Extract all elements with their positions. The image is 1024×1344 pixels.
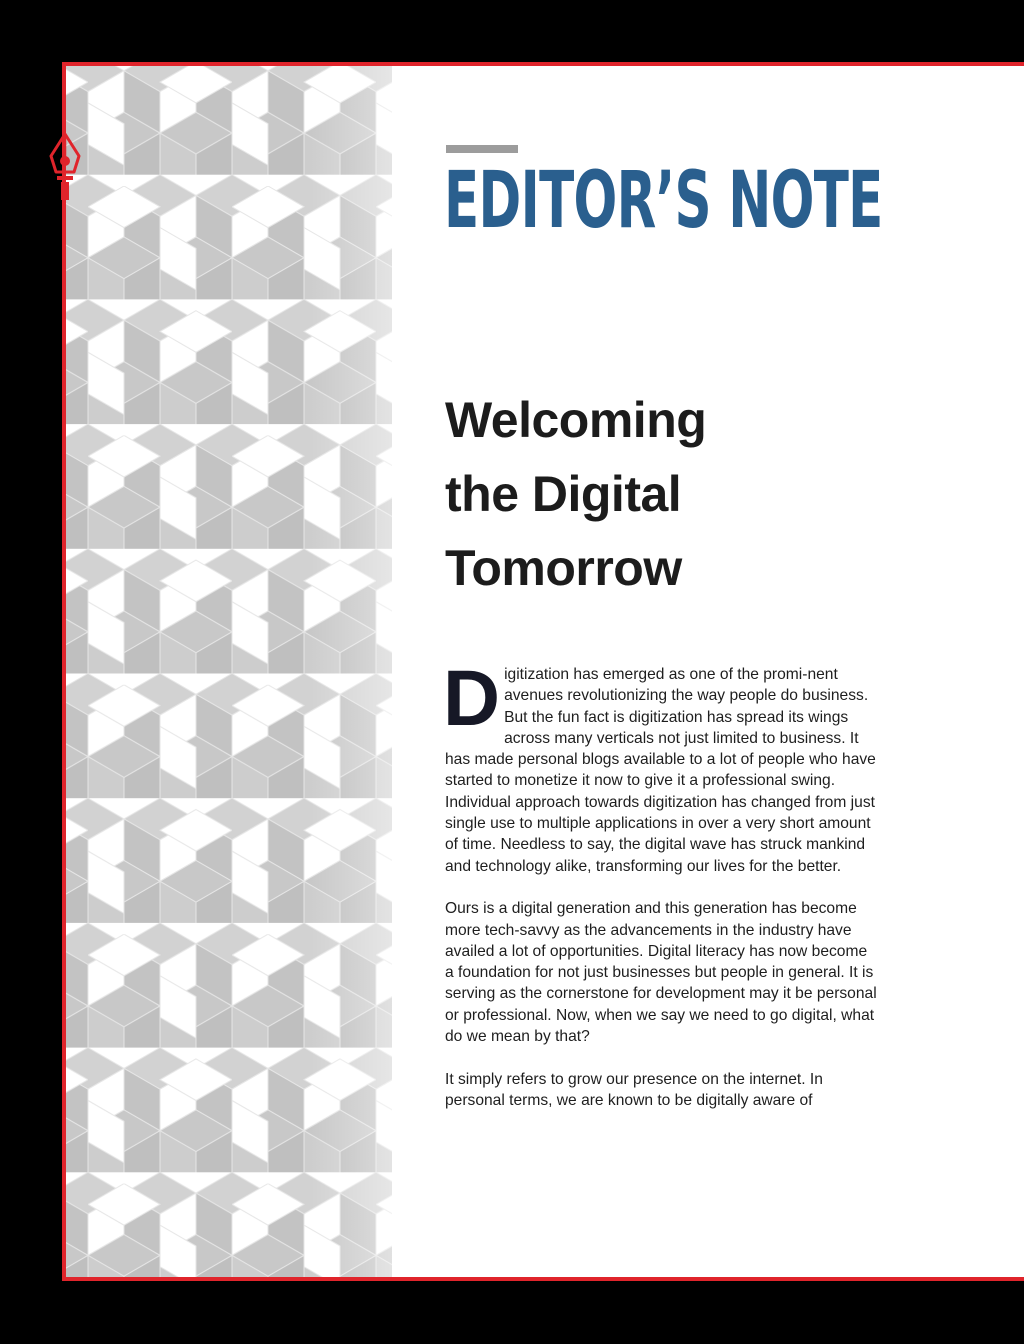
section-heading: EDITOR’S NOTE bbox=[444, 156, 883, 246]
article-title bbox=[445, 383, 885, 605]
heading-rule bbox=[446, 145, 518, 153]
paragraph-1 bbox=[443, 653, 879, 877]
paragraph-3: It simply refers to grow our presence on the internet. In personal terms, we are known to be digitally aware of bbox=[445, 1070, 823, 1109]
title-line-2: the Digital bbox=[445, 466, 682, 522]
title-line-1: Welcoming bbox=[445, 392, 707, 448]
pen-nib-icon bbox=[46, 132, 84, 206]
article-body bbox=[443, 653, 879, 1133]
drop-cap: D bbox=[443, 653, 501, 742]
geometric-pattern bbox=[66, 66, 392, 1277]
paragraph-2: Ours is a digital generation and this generation has become more tech-savvy as the advancements in the industry have availed a lot of opportunities. Digital literacy has now become a foundation for not just businesses but people in general. It is serving as the cornerstone for development may it be personal or professional. Now, when we say we need to go digital, what do we mean by that? bbox=[445, 900, 877, 1046]
title-line-3: Tomorrow bbox=[445, 540, 682, 596]
paragraph-1-text: igitization has emerged as one of the promi-nent avenues revolutionizing the way people do business. But the fun fact is digitization has spread its wings across many verticals not just limited to business. It has made personal blogs available to a lot of people who have started to monetize it now to give it a professional swing. Individual approach towards digitization has changed from just single use to multiple applications in over a very short amount of time. Needless to say, the digital wave has struck mankind and technology alike, transforming our lives for the better. bbox=[445, 666, 876, 875]
magazine-page bbox=[62, 62, 1024, 1281]
